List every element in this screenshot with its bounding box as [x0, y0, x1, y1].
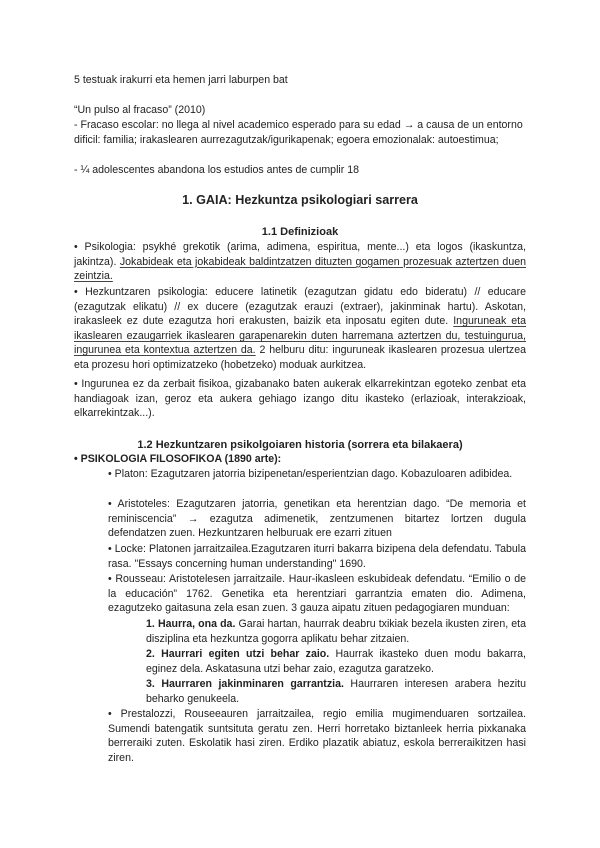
rousseau-point-3-text: Haurraren interesen arabera hezitu beharko genukeela. [146, 678, 526, 705]
intro-line-adolescentes: - ¼ adolescentes abandona los estudios antes de cumplir 18 [74, 164, 360, 176]
paragraph-ingurunea: • Ingurunea ez da zerbait fisikoa, gizabanako baten aukerak elkarrekintzan egoteko zenbat eta handiagoak izan, geroz eta aukera gehiago izango ditu ikasteko (erlazioak, interakzioak, elkarrekintzak...). [74, 378, 526, 420]
item-rousseau: • Rousseau: Aristotelesen jarraitzaile. Haur-ikasleen eskubideak defendatu. “Emilio o de la educación” 1762. Genetika eta herentziari garrantzia ematen dio. Adimena, ezagutzeko gaitasuna zela esan zuen. 3 gauza aipatu zituen pedagogiaren munduan: [108, 573, 526, 615]
rousseau-point-3-bold: 3. Haurraren jakinminaren garrantzia. [146, 678, 344, 690]
rousseau-point-1 [146, 617, 526, 646]
rousseau-point-1-bold: 1. Haurra, ona da. [146, 618, 236, 630]
rousseau-point-2-text: Haurrak ikasteko duen modu bakarra, eginez dela. Askatasuna utzi behar zaio, ezagutza garatzeko. [146, 648, 526, 675]
rousseau-point-1-text: Garai hartan, haurrak deabru txikiak bezela ikusten ziren, eta disziplina eta hezkuntza gogorra aplikatu behar zitzaien. [146, 618, 526, 645]
paragraph-psikologia-text: • Psikologia: psykhé grekotik (arima, adimena, espiritua, mente...) eta logos (ikaskuntza, jakintza). [74, 241, 526, 268]
item-platon: • Platon: Ezagutzaren jatorria bizipenetan/esperientzian dago. Kobazuloaren adibidea. [108, 468, 513, 480]
paragraph-hezkuntzaren-psikologia [74, 285, 526, 373]
item-aristoteles: • Aristoteles: Ezagutzaren jatorria, genetikan eta herentzian dago. “De memoria et reminiscencia” → ezagutza adimenetik, zentzumenen bitartez lortzen dugula defendatzen zuen. Hezkuntzaren helburuak ere ezarri zituen [108, 498, 526, 540]
subsection-title-historia: 1.2 Hezkuntzaren psikolgoiaren historia (sorrera eta bilakaera) [137, 439, 463, 451]
paragraph-psikologia-underlined: Jokabideak eta jokabideak baldintzatzen dituzten gogamen prozesuak aztertzen duen zeintzia. [74, 255, 526, 283]
rousseau-point-2-bold: 2. Haurrari egiten utzi behar zaio. [146, 648, 330, 660]
intro-line-fracaso: - Fracaso escolar: no llega al nivel academico esperado para su edad → a causa de un entorno dificil: familia; irakaslearen aurrezagutzak/igurikapenak; egoera emozionalak: autoestimua; [74, 119, 523, 146]
paragraph-hezkuntza-underlined: Inguruneak eta ikaslearen ezaugarriek ikaslearen garapenarekin duten harremana aztertzen du, testuingurua, ingurunea eta kontextua aztertzen da. [74, 315, 526, 357]
paragraph-psikologia [74, 240, 526, 284]
intro-instruction: 5 testuak irakurri eta hemen jarri laburpen bat [74, 74, 288, 86]
rousseau-point-3 [146, 677, 526, 706]
section-title: 1. GAIA: Hezkuntza psikologiari sarrera [182, 193, 418, 207]
paragraph-hezkuntza-text: • Hezkuntzaren psikologia: educere latinetik (ezagutzan gidatu edo bideratu) // educare (ezagutzak elikatu) // ex ducere (ezagutzak erauzi (extraer), jakinminak hartu). Askotan, irakasleek ez dute ezagutza hori erakusten, baizik eta inposatu egiten dute. [74, 286, 526, 328]
article-title: “Un pulso al fracaso” (2010) [74, 104, 206, 116]
subsection-title-definizioak: 1.1 Definizioak [261, 226, 339, 238]
item-locke: • Locke: Platonen jarraitzailea.Ezagutzaren iturri bakarra bizipena dela defendatu. Tabula rasa. "Essays concerning human understanding" 1690. [108, 543, 526, 570]
rousseau-point-2 [146, 647, 526, 676]
paragraph-hezkuntza-tail: 2 helburu ditu: inguruneak ikaslearen prozesua ulertzea eta prozesu hori optimizatzeko (hobetzeko) moduak aurkitzea. [74, 344, 526, 371]
psikologia-filosofikoa-heading: • PSIKOLOGIA FILOSOFIKOA (1890 arte): [74, 453, 282, 465]
item-prestalozzi: • Prestalozzi, Rouseeauren jarraitzailea, regio emilia mugimenduaren sortzailea. Sumendi batengatik suntsituta geratu zen. Herri horretako biztanleek herria pixkanaka berreraiki zuten. Eskolatik hasi ziren. Erdiko plazatik abiatuz, eskola berreraikitzen hasi ziren. [108, 708, 526, 764]
